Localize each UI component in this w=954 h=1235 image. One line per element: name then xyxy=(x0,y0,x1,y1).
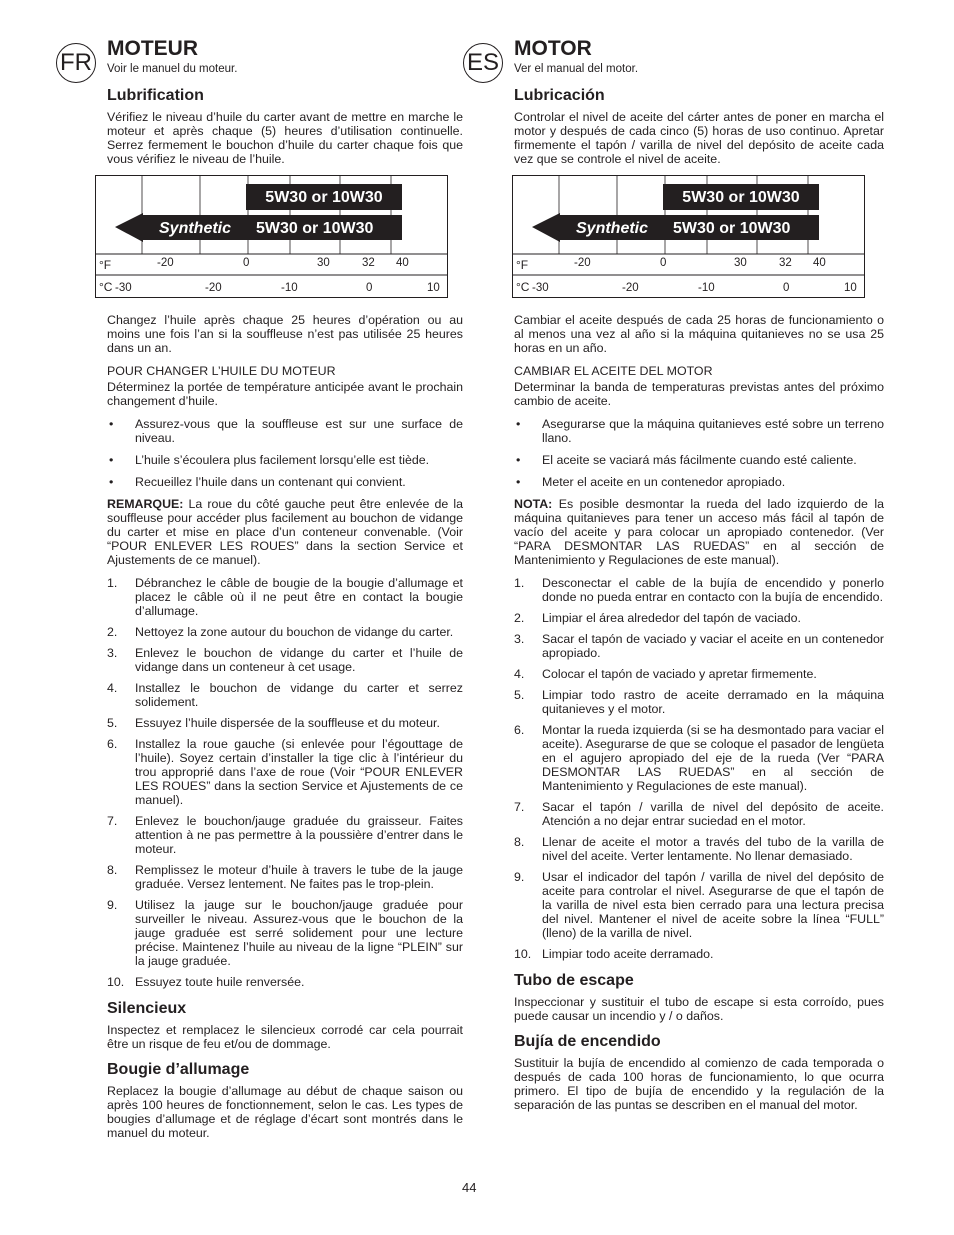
list-item: • Assurez-vous que la souffleuse est sur une surface de niveau. xyxy=(107,417,463,445)
spark-plug-text: Replacez la bougie d’allumage au début de chaque saison ou après 100 heures de fonctionnement, selon le cas. Les types de bougies d’allumage et de réglage d’écart sont montrés dans le manuel du moteur. xyxy=(107,1084,463,1140)
f-tick-label: 40 xyxy=(396,257,409,269)
spark-plug-heading: Bujía de encendido xyxy=(514,1033,661,1050)
spark-plug-heading: Bougie d’allumage xyxy=(107,1061,250,1078)
oil-label-bottom: 5W30 or 10W30 xyxy=(256,220,374,237)
oil-temperature-chart xyxy=(95,175,449,299)
f-tick-label: 30 xyxy=(734,257,747,269)
list-item: 8. Remplissez le moteur d’huile à travers le tube de la jauge graduée. Versez lentement. Ne faites pas le trop-plein. xyxy=(107,863,463,891)
page-number: 44 xyxy=(462,1180,477,1195)
c-tick-label: -20 xyxy=(205,282,222,294)
steps-list xyxy=(107,576,463,989)
f-tick-label: 0 xyxy=(660,257,667,269)
note-text: Es posible desmontar la rueda del lado izquierdo de la máquina quitanieves para tener un acceso más fácil al tapón de vacío del aceite y para colocar un apropiado contenedor. (Ver “PARA DESMONTAR LAS RUEDAS” en al sección de Mantenimiento y Regulaciones de este manual). xyxy=(514,497,884,567)
oil-label-top: 5W30 or 10W30 xyxy=(682,189,800,206)
note-paragraph xyxy=(514,497,884,567)
list-item: 2. Nettoyez la zone autour du bouchon de vidange du carter. xyxy=(107,625,454,639)
list-item: 6. Montar la rueda izquierda (si se ha desmontado para vaciar el aceite). Asegurarse de que se coloque el pasador de lengüeta en el agujero apropiado del eje de la rueda (Ver “PARA DESMONTAR LAS RUEDAS” en al sección de Mantenimiento y Regulaciones de este manual). xyxy=(514,723,884,793)
section-title: MOTEUR xyxy=(107,37,198,60)
change-oil-heading: POUR CHANGER L’HUILE DU MOTEUR xyxy=(107,364,336,378)
unit-fahrenheit: °F xyxy=(516,258,529,272)
list-item: 3. Enlevez le bouchon de vidange du carter et l’huile de vidange dans un conteneur à cet usage. xyxy=(107,646,463,674)
oil-label-bottom: 5W30 or 10W30 xyxy=(673,220,791,237)
f-tick-label: 32 xyxy=(779,257,792,269)
list-item: 2. Limpiar el área alrededor del tapón de vaciado. xyxy=(514,611,801,625)
list-item: 9. Usar el indicador del tapón / varilla de nivel del depósito de aceite para controlar el nivel. Asegurarse de que el tapón de la varilla de nivel esta bien cerrado para una lectura precisa del nivel. Mantener el nivel de aceite sobre la línea “FULL” (lleno) de la varilla de nivel. xyxy=(514,870,884,940)
note-text: La roue du côté gauche peut être enlevée de la souffleuse pour accéder plus facilement au bouchon de vidange du carter et mise en place d’un conteneur convenable. (Voir “POUR ENLEVER LES ROUES” dans la section Service et Ajustements de ce manuel). xyxy=(107,497,463,567)
list-item: 3. Sacar el tapón de vaciado y vaciar el aceite en un contenedor apropiado. xyxy=(514,632,884,660)
muffler-text: Inspectez et remplacez le silencieux corrodé car cela pourrait être un risque de feu et/ou de dommage. xyxy=(107,1023,463,1051)
bullet-list xyxy=(107,417,463,489)
unit-celsius: °C xyxy=(99,280,113,294)
note-paragraph xyxy=(107,497,463,567)
lubrication-text: Controlar el nivel de aceite del cárter antes de poner en marcha el motor y después de cada cinco (5) horas de uso continuo. Apretar firmemente el tapón / varilla de nivel del depósito de aceite cada vez que se controle el nivel de aceite. xyxy=(514,110,884,166)
oil-label-top: 5W30 or 10W30 xyxy=(265,189,383,206)
lubrication-text: Vérifiez le niveau d’huile du carter avant de mettre en marche le moteur et après chaque (5) heures d’utilisation continuelle. Serrez fermement le bouchon d’huile du carter chaque fois que vous vérifiez le niveau de l’huile. xyxy=(107,110,463,166)
exhaust-text: Inspeccionar y sustituir el tubo de escape si esta corroído, pues puede causar un incendio y / o daños. xyxy=(514,995,884,1023)
exhaust-heading: Tubo de escape xyxy=(514,972,634,989)
spanish-column xyxy=(514,36,884,1121)
oil-label-synthetic: Synthetic xyxy=(159,220,232,237)
f-tick-label: 40 xyxy=(813,257,826,269)
muffler-heading: Silencieux xyxy=(107,1000,187,1017)
list-item: 1. Débranchez le câble de bougie de la bougie d’allumage et placez le câble où il ne peut être en contact la bougie d’allumage. xyxy=(107,576,463,618)
temperature-range-text: Determinar la banda de temperaturas previstas antes del próximo cambio de aceite. xyxy=(514,380,884,408)
section-subtitle: Ver el manual del motor. xyxy=(514,63,639,75)
note-label: REMARQUE: xyxy=(107,497,184,511)
list-item: 9. Utilisez la jauge sur le bouchon/jauge graduée pour surveiller le niveau. Assurez-vous que le bouchon de la jauge graduée est serré solidement pour une lecture précise. Maintenez l’huile au niveau de la ligne “PLEIN” sur la jauge graduée. xyxy=(107,898,463,968)
oil-change-text: Changez l’huile après chaque 25 heures d’opération ou au moins une fois l’an si la souffleuse n’est pas utilisée 25 heures dans un an. xyxy=(107,313,463,355)
c-tick-label: 0 xyxy=(366,282,373,294)
unit-celsius: °C xyxy=(516,280,530,294)
unit-fahrenheit: °F xyxy=(99,258,112,272)
list-item: 10. Limpiar todo aceite derramado. xyxy=(514,947,714,961)
c-tick-label: 10 xyxy=(427,282,440,294)
list-item: • El aceite se vaciará más fácilmente cuando esté caliente. xyxy=(514,453,884,467)
oil-label-synthetic: Synthetic xyxy=(576,220,649,237)
c-tick-label: -30 xyxy=(115,282,132,294)
f-tick-label: 30 xyxy=(317,257,330,269)
c-tick-label: -10 xyxy=(698,282,715,294)
c-tick-label: 10 xyxy=(844,282,857,294)
section-title: MOTOR xyxy=(514,37,592,60)
list-item: 1. Desconectar el cable de la bujía de encendido y ponerlo donde no pueda entrar en contacto con la bujía de encendido. xyxy=(514,576,884,604)
c-tick-label: -10 xyxy=(281,282,298,294)
list-item: 4. Installez le bouchon de vidange du carter et serrez solidement. xyxy=(107,681,463,709)
language-badge-fr: FR xyxy=(56,43,96,83)
list-item: 8. Llenar de aceite el motor a través del tubo de la varilla de nivel del aceite. Verter lentamente. No llenar demasiado. xyxy=(514,835,884,863)
section-subtitle: Voir le manuel du moteur. xyxy=(107,63,238,75)
list-item: 7. Sacar el tapón / varilla de nivel del depósito de aceite. Atención a no dejar entrar suciedad en el motor. xyxy=(514,800,884,828)
list-item: • L’huile s’écoulera plus facilement lorsqu’elle est tiède. xyxy=(107,453,463,467)
c-tick-label: -20 xyxy=(622,282,639,294)
oil-temperature-chart xyxy=(512,175,866,299)
f-tick-label: 0 xyxy=(243,257,250,269)
change-oil-heading: CAMBIAR EL ACEITE DEL MOTOR xyxy=(514,364,713,378)
list-item: 10. Essuyez toute huile renversée. xyxy=(107,975,305,989)
list-item: 6. Installez la roue gauche (si enlevée pour l’égouttage de l’huile). Soyez certain d’installer la tige clic à l’intérieur du trou approprié dans l’axe de roue (Voir “POUR ENLEVER LES ROUES” dans la section Service et Ajustements de ce manuel). xyxy=(107,737,463,807)
f-tick-label: -20 xyxy=(157,257,174,269)
c-tick-label: 0 xyxy=(783,282,790,294)
list-item: 5. Limpiar todo rastro de aceite derramado en la máquina quitanieves y el motor. xyxy=(514,688,884,716)
oil-change-text: Cambiar el aceite después de cada 25 horas de funcionamiento o al menos una vez al año si la máquina quitanieves no se usa 25 horas en un año. xyxy=(514,313,884,355)
list-item: 7. Enlevez le bouchon/jauge graduée du graisseur. Faites attention à ne pas permettre à la poussière d’entrer dans le moteur. xyxy=(107,814,463,856)
f-tick-label: 32 xyxy=(362,257,375,269)
list-item: • Recueillez l’huile dans un contenant qui convient. xyxy=(107,475,463,489)
steps-list xyxy=(514,576,884,961)
temperature-range-text: Déterminez la portée de température anticipée avant le prochain changement d’huile. xyxy=(107,380,463,408)
bullet-list xyxy=(514,417,884,489)
f-tick-label: -20 xyxy=(574,257,591,269)
list-item: • Asegurarse que la máquina quitanieves esté sobre un terreno llano. xyxy=(514,417,884,445)
note-label: NOTA: xyxy=(514,497,553,511)
list-item: 4. Colocar el tapón de vaciado y apretar firmemente. xyxy=(514,667,817,681)
french-column xyxy=(99,36,463,1149)
list-item: • Meter el aceite en un contenedor apropiado. xyxy=(514,475,884,489)
spark-plug-text: Sustituir la bujía de encendido al comienzo de cada temporada o después de cada 100 horas de funcionamiento, lo que ocurra primero. El tipo de bujía de encendido y la regulación de la separación de las puntas se describen en el manual del motor. xyxy=(514,1056,884,1112)
c-tick-label: -30 xyxy=(532,282,549,294)
language-badge-es: ES xyxy=(463,43,503,83)
lubrication-heading: Lubricación xyxy=(514,87,605,104)
list-item: 5. Essuyez l’huile dispersée de la souffleuse et du moteur. xyxy=(107,716,440,730)
lubrication-heading: Lubrification xyxy=(107,87,204,104)
